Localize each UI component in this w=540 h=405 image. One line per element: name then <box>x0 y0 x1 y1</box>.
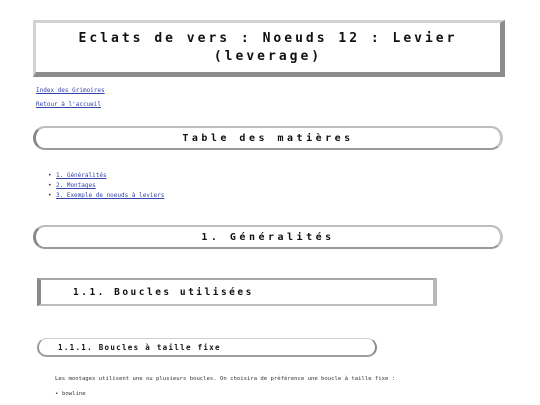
toc-item <box>48 191 165 201</box>
bullet: • <box>48 172 52 179</box>
toc-heading: Table des matières <box>182 132 354 144</box>
loop-list <box>55 390 86 398</box>
home-link[interactable]: Retour à l'accueil <box>36 101 102 108</box>
list-item-label: bowline <box>62 391 86 397</box>
toc-link-generalites[interactable]: 1. Généralités <box>56 172 107 179</box>
toc-item <box>48 171 164 181</box>
list-item <box>55 390 86 398</box>
section-1-heading: 1. Généralités <box>201 231 335 243</box>
bullet: • <box>48 192 52 199</box>
toc-link-montages[interactable]: 2. Montages <box>56 182 96 189</box>
section-paragraph: Les montages utilisent une ou plusieurs boucles. On choisira de préférence une boucle à taille fixe : <box>55 376 396 382</box>
section-1-banner <box>33 225 503 249</box>
section-1-1-1-heading: 1.1.1. Boucles à taille fixe <box>58 342 221 352</box>
page-title-box <box>33 20 505 77</box>
toc-list <box>48 171 165 201</box>
bullet: • <box>48 182 52 189</box>
toc-item <box>48 181 164 191</box>
page-title: Eclats de vers : Noeuds 12 : Levier (leverage) <box>78 30 458 64</box>
index-grimoires-link[interactable]: Index des Grimoires <box>36 87 105 94</box>
section-1-1-1-pill <box>37 338 377 357</box>
section-1-1-box <box>37 278 437 306</box>
toc-banner <box>33 126 503 150</box>
section-1-1-heading: 1.1. Boucles utilisées <box>73 286 254 298</box>
bullet: • <box>55 391 59 397</box>
toc-link-exemple[interactable]: 3. Exemple de noeuds à leviers <box>56 192 165 199</box>
